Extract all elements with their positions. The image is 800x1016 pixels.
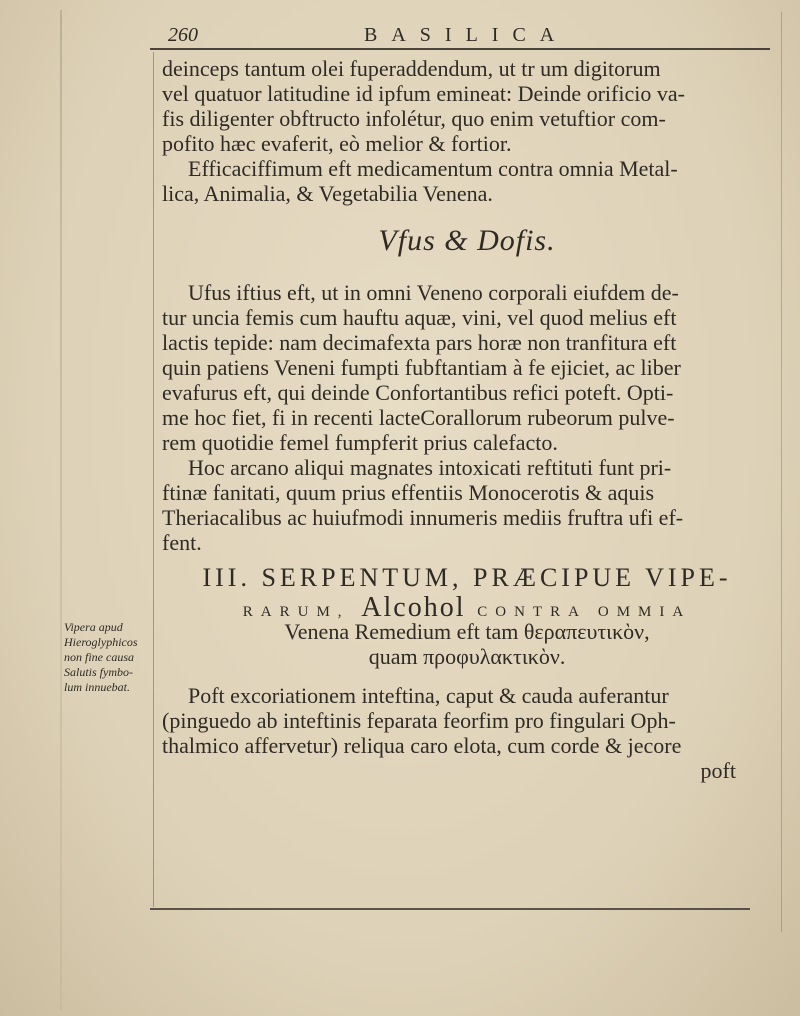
margin-note-line: Vipera apud: [64, 620, 123, 634]
text-frame-rule: [153, 52, 154, 907]
text-line: Ufus iftius eft, ut in omni Veneno corporali eiufdem de-: [188, 280, 679, 305]
margin-note-line: Hieroglyphicos: [64, 635, 138, 649]
text-line: deinceps tantum olei fuperaddendum, ut tr um digitorum: [162, 56, 661, 81]
text-line: quin patiens Veneni fumpti fubftantiam à fe ejiciet, ac liber: [162, 355, 681, 380]
margin-note-line: Salutis fymbo-: [64, 665, 133, 679]
text-line: fent.: [162, 530, 202, 555]
text-line: me hoc fiet, fi in recenti lacteCorallorum rubeorum pulve-: [162, 405, 675, 430]
section-title: III. SERPENTUM, PRÆCIPUE VIPE-: [202, 563, 732, 592]
text-line: pofito hæc evaferit, eò melior & fortior.: [162, 131, 512, 156]
footer-rule: [150, 908, 750, 910]
text-line: Poft excoriationem inteftina, caput & cauda auferantur: [188, 683, 669, 708]
text-line: lica, Animalia, & Vegetabilia Venena.: [162, 181, 493, 206]
margin-note-line: lum innuebat.: [64, 680, 130, 694]
text-line: vel quatuor latitudine id ipfum emineat: Deinde orificio va-: [162, 81, 685, 106]
section-subtitle-line: Venena Remedium eft tam θεραπευτικὸν,: [284, 619, 650, 644]
section-subtitle-part: RARUM,: [242, 604, 362, 620]
section-subtitle-part: CONTRA OMMIA: [465, 604, 692, 620]
text-line: ftinæ fanitati, quum prius effentiis Monocerotis & aquis: [162, 480, 655, 505]
text-line: rem quotidie femel fumpferit prius calefacto.: [162, 430, 558, 455]
text-line: tur uncia femis cum hauftu aquæ, vini, vel quod melius eft: [162, 305, 677, 330]
page-edge: [781, 12, 782, 932]
running-title: BASILICA: [364, 24, 569, 46]
page-number: 260: [168, 24, 198, 46]
section-subtitle: [162, 592, 772, 623]
text-line: Efficaciffimum eft medicamentum contra omnia Metal-: [188, 156, 678, 181]
header-rule: [150, 48, 770, 50]
section-subtitle-alcohol: Alcohol: [361, 592, 466, 623]
text-line: (pinguedo ab inteftinis feparata feorfim pro fingulari Oph-: [162, 708, 676, 733]
margin-note: [64, 620, 150, 695]
section-subtitle-line: quam προφυλακτικὸν.: [368, 644, 566, 669]
text-line: thalmico affervetur) reliqua caro elota, cum corde & jecore: [162, 733, 682, 758]
text-line: evafurus eft, qui deinde Confortantibus refici poteft. Opti-: [162, 380, 674, 405]
text-line: Hoc arcano aliqui magnates intoxicati reftituti funt pri-: [188, 455, 672, 480]
section-heading: Vfus & Dofis.: [378, 224, 556, 257]
text-line: fis diligenter obftructo infolétur, quo enim vetuftior com-: [162, 106, 666, 131]
text-line: lactis tepide: nam decimafexta pars horæ non tranfitura eft: [162, 330, 677, 355]
main-text: [162, 56, 772, 783]
margin-note-line: non fine causa: [64, 650, 134, 664]
binding-shadow: [60, 10, 62, 1010]
page-header: [168, 24, 768, 46]
catchword: poft: [700, 758, 736, 783]
text-line: Theriacalibus ac huiufmodi innumeris mediis fruftra ufi ef-: [162, 505, 684, 530]
